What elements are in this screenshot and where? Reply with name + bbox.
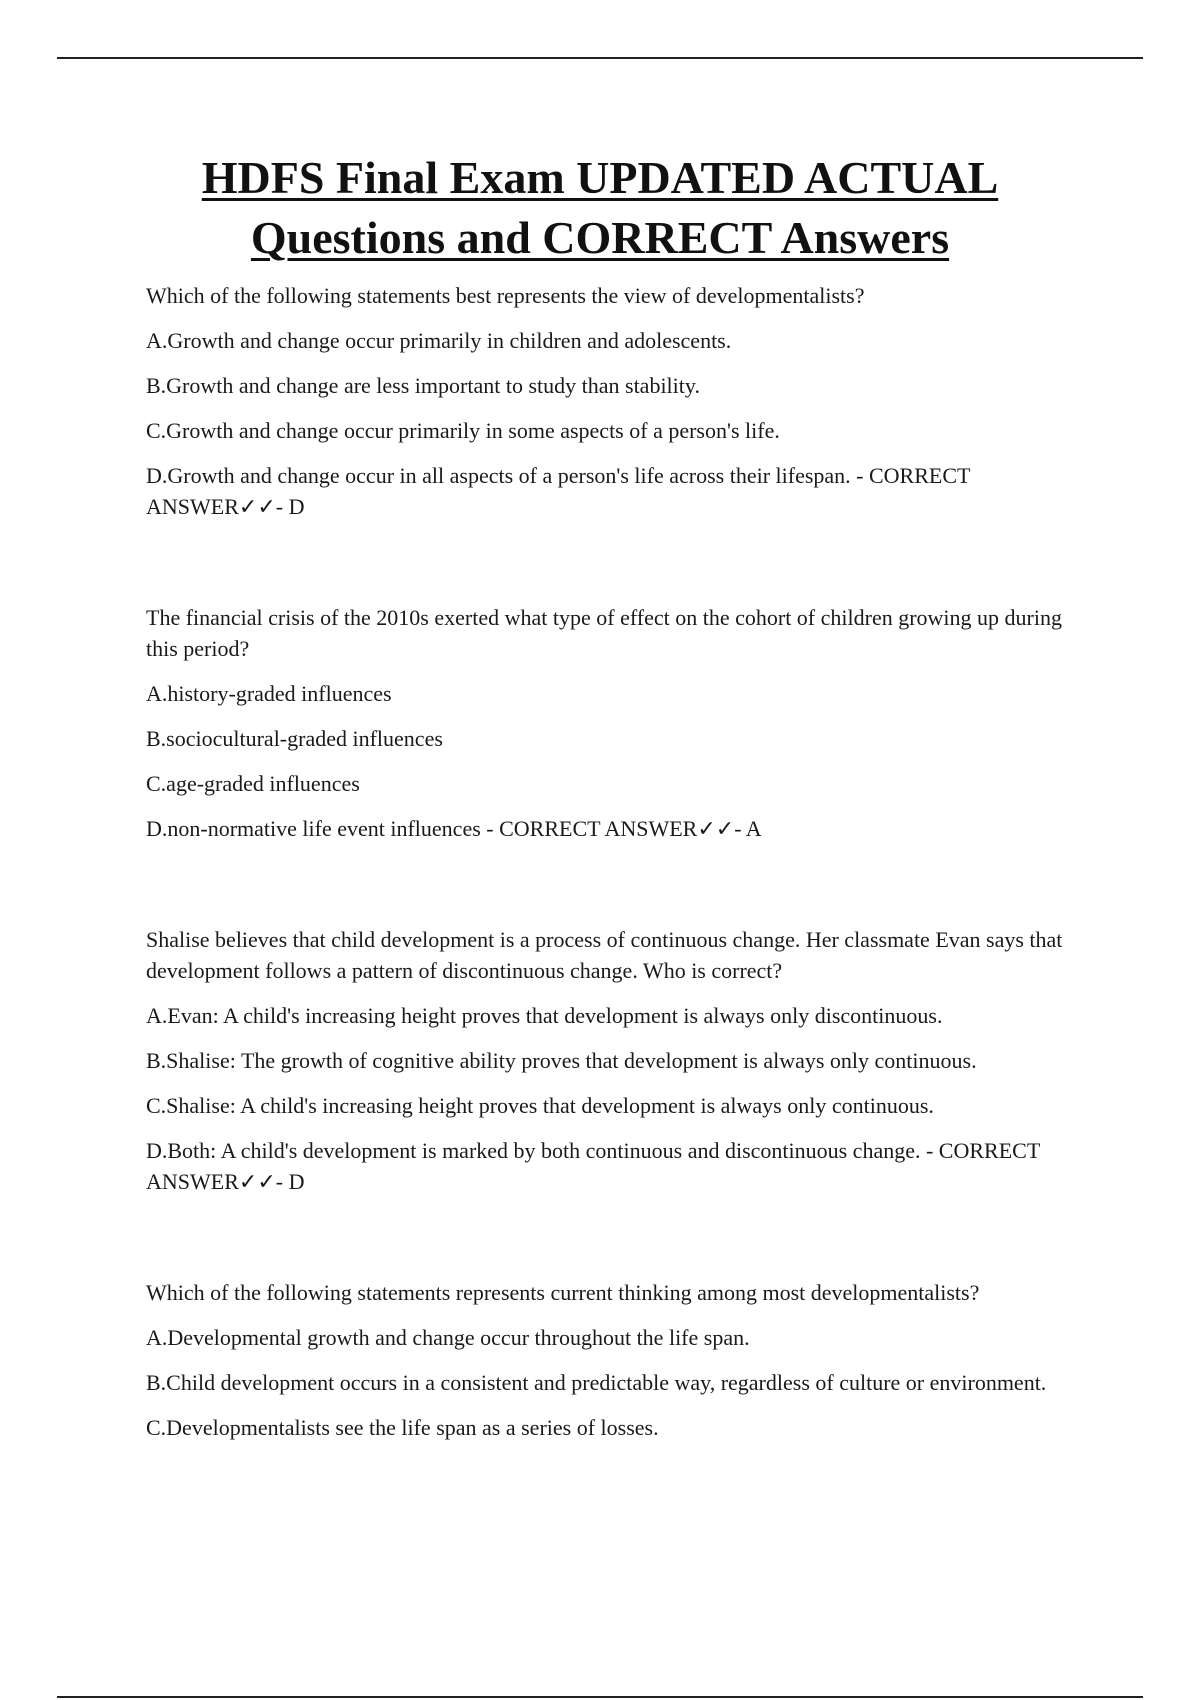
bottom-rule <box>57 1696 1143 1698</box>
option-c: C.Developmentalists see the life span as a series of losses. <box>146 1415 659 1440</box>
question-text: Which of the following statements represents current thinking among most developmentalists? <box>146 1280 980 1305</box>
question-block-2 <box>146 602 1066 844</box>
title-line-2: Questions and CORRECT Answers <box>250 212 950 263</box>
option-b: B.Growth and change are less important to study than stability. <box>146 373 700 398</box>
option-a: A.Developmental growth and change occur throughout the life span. <box>146 1325 750 1350</box>
question-text: Which of the following statements best represents the view of developmentalists? <box>146 283 865 308</box>
option-c: C.age-graded influences <box>146 771 360 796</box>
question-text: The financial crisis of the 2010s exerted what type of effect on the cohort of children growing up during this period? <box>146 605 1062 661</box>
option-d-correct-answer: D.non-normative life event influences - CORRECT ANSWER✓✓- A <box>146 816 762 841</box>
option-b: B.sociocultural-graded influences <box>146 726 443 751</box>
title-line-1: HDFS Final Exam UPDATED ACTUAL <box>201 152 999 203</box>
top-rule <box>57 57 1143 59</box>
option-a: A.Evan: A child's increasing height proves that development is always only discontinuous. <box>146 1003 943 1028</box>
question-text: Shalise believes that child development is a process of continuous change. Her classmate Evan says that development follows a pattern of discontinuous change. Who is correct? <box>146 927 1063 983</box>
option-a: A.Growth and change occur primarily in children and adolescents. <box>146 328 732 353</box>
option-a: A.history-graded influences <box>146 681 392 706</box>
option-d-correct-answer: D.Both: A child's development is marked by both continuous and discontinuous change. - CORRECT ANSWER✓✓- D <box>146 1138 1040 1194</box>
option-b: B.Shalise: The growth of cognitive ability proves that development is always only continuous. <box>146 1048 977 1073</box>
option-c: C.Shalise: A child's increasing height proves that development is always only continuous. <box>146 1093 934 1118</box>
page-title <box>100 148 1100 268</box>
option-d-correct-answer: D.Growth and change occur in all aspects of a person's life across their lifespan. - CORRECT ANSWER✓✓- D <box>146 463 971 519</box>
question-block-4 <box>146 1277 1066 1443</box>
question-block-3 <box>146 924 1066 1197</box>
question-block-1 <box>146 280 1066 522</box>
option-c: C.Growth and change occur primarily in some aspects of a person's life. <box>146 418 780 443</box>
option-b: B.Child development occurs in a consistent and predictable way, regardless of culture or environment. <box>146 1370 1047 1395</box>
question-list <box>146 280 1066 1443</box>
